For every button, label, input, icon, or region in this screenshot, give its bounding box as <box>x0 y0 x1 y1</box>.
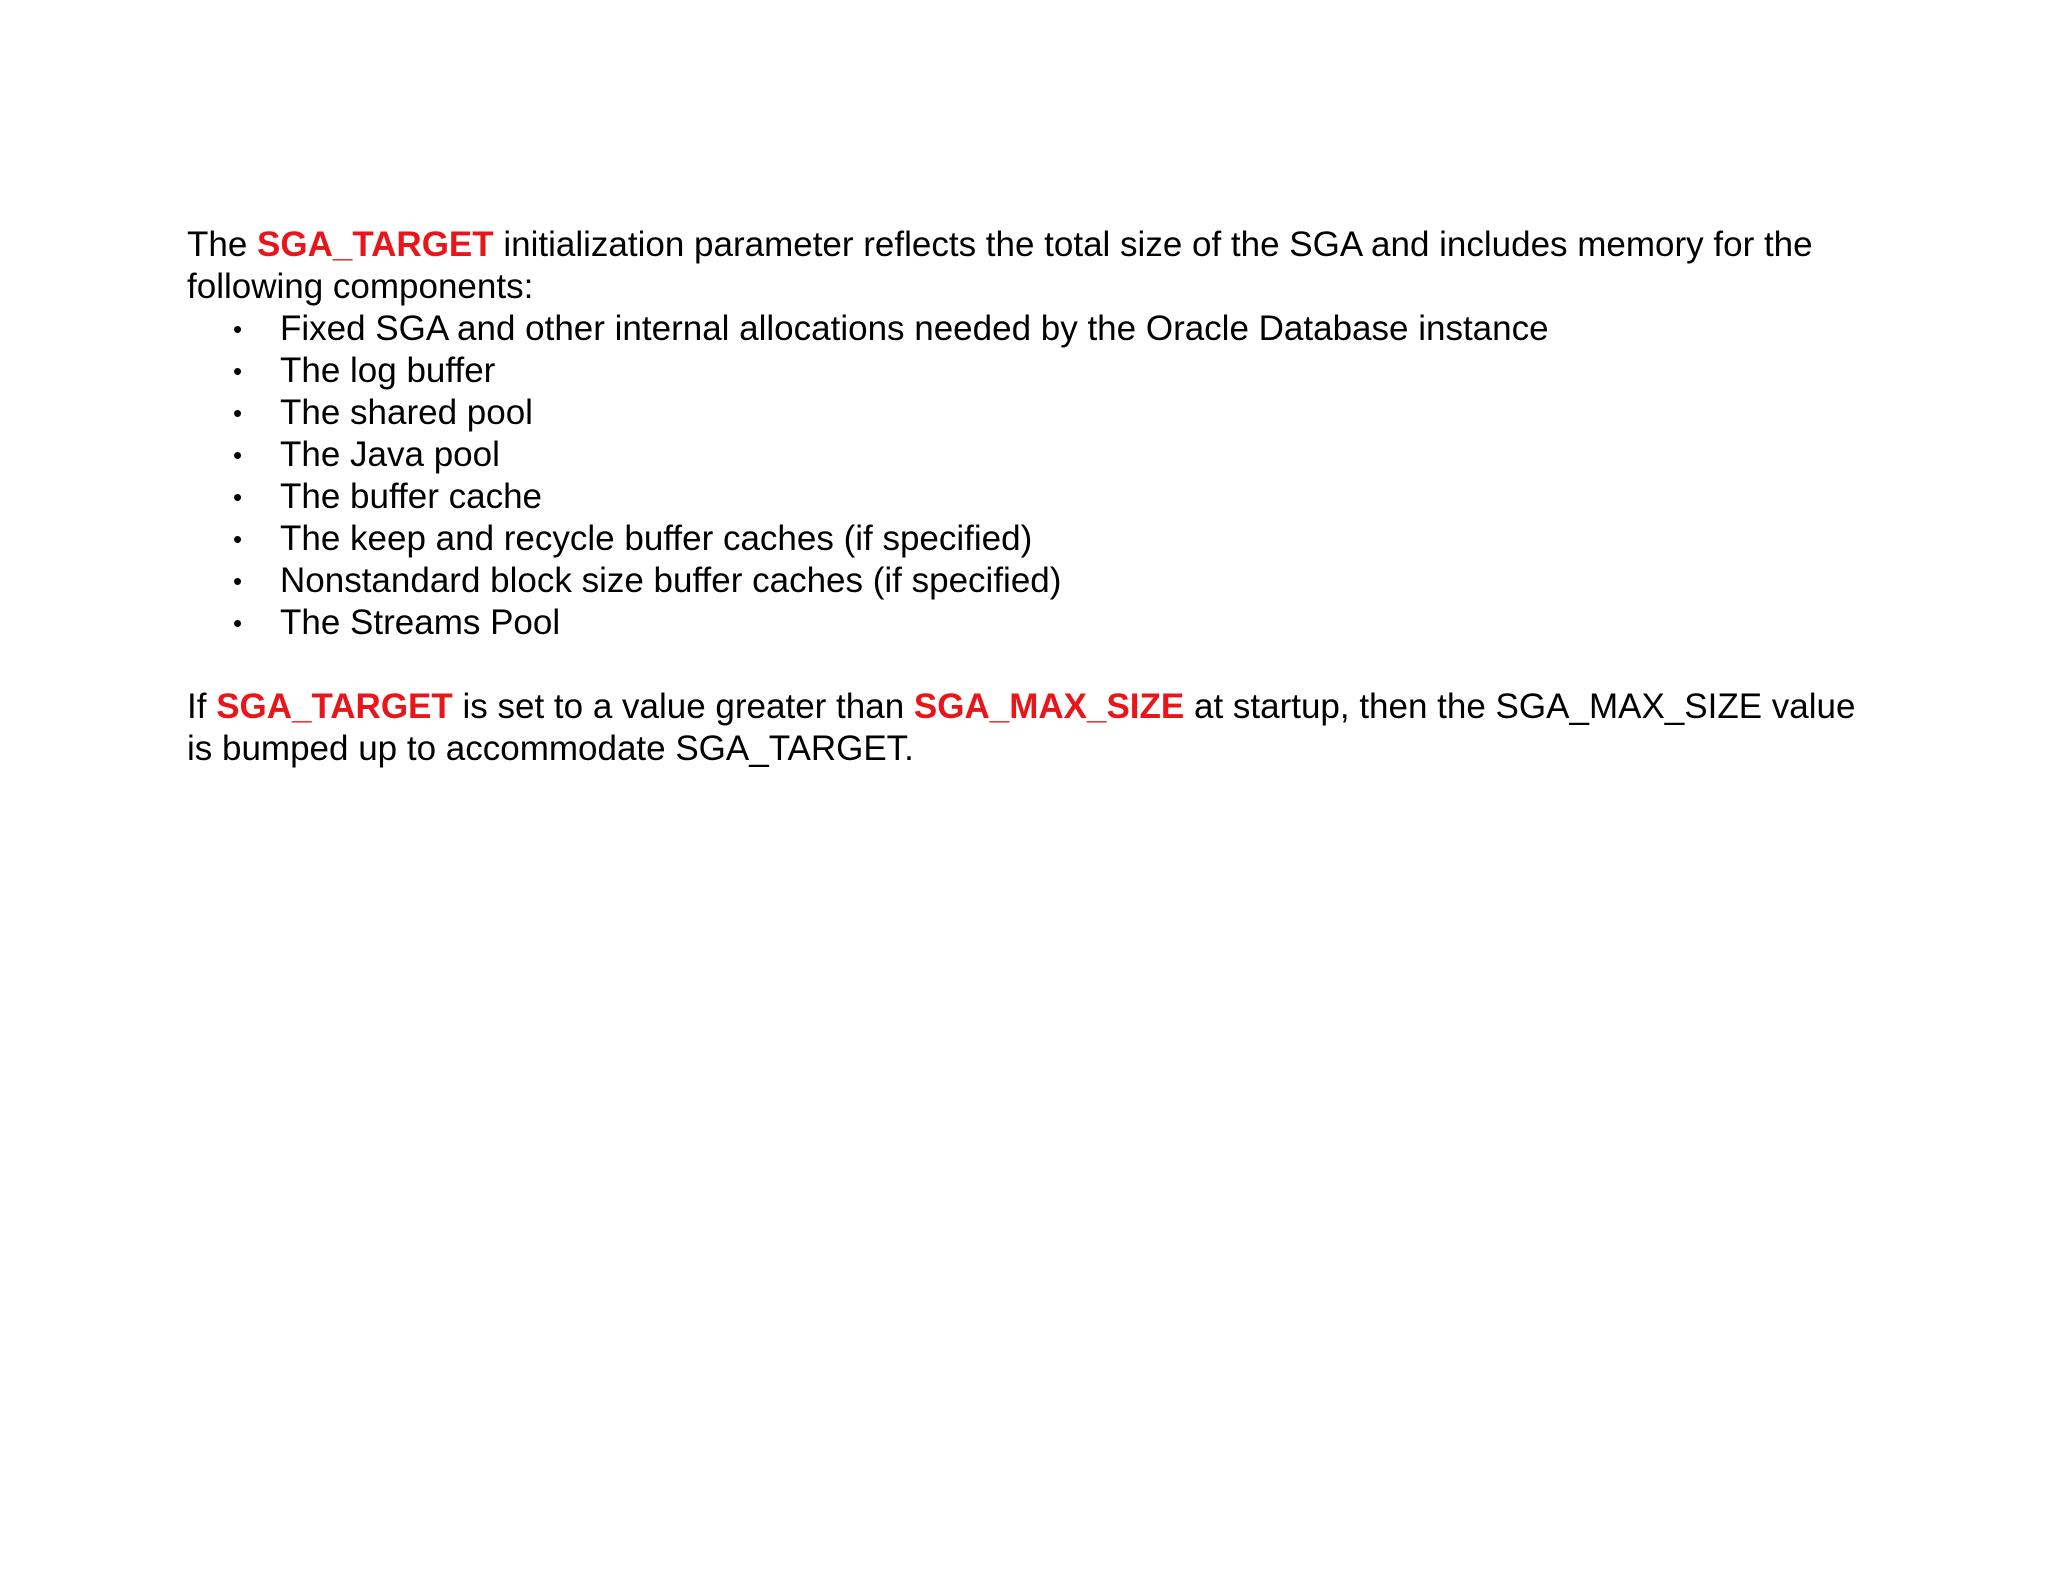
bullet-icon: • <box>233 314 243 344</box>
list-item <box>187 518 1867 560</box>
sga-max-size-keyword: SGA_MAX_SIZE <box>913 687 1185 726</box>
bullet-icon: • <box>233 398 243 428</box>
list-item-text: Nonstandard block size buffer caches (if specified) <box>280 561 1062 600</box>
list-item-text: The log buffer <box>280 351 496 390</box>
max-size-text-post: at startup, then the SGA_MAX_SIZE value is bumped up to accommodate SGA_TARGET. <box>187 687 1856 768</box>
intro-paragraph <box>187 224 1867 308</box>
list-item-text: The Java pool <box>280 435 500 474</box>
intro-text-pre: The <box>187 225 258 264</box>
list-item-text: The buffer cache <box>280 477 543 516</box>
list-item <box>187 560 1867 602</box>
slide-notes-text <box>187 224 1867 770</box>
list-item <box>187 434 1867 476</box>
list-item-text: The shared pool <box>280 393 533 432</box>
max-size-text-pre: If <box>187 687 217 726</box>
intro-text-post: initialization parameter reflects the total size of the SGA and includes memory for the following components: <box>187 225 1813 306</box>
list-item <box>187 602 1867 644</box>
components-list <box>187 308 1867 644</box>
bullet-icon: • <box>233 608 243 638</box>
sga-target-keyword: SGA_TARGET <box>216 687 453 726</box>
list-item <box>187 392 1867 434</box>
bullet-icon: • <box>233 524 243 554</box>
bullet-icon: • <box>233 440 243 470</box>
list-item <box>187 308 1867 350</box>
list-item-text: The keep and recycle buffer caches (if specified) <box>280 519 1033 558</box>
list-item <box>187 476 1867 518</box>
list-item-text: Fixed SGA and other internal allocations needed by the Oracle Database instance <box>280 309 1549 348</box>
bullet-icon: • <box>233 566 243 596</box>
max-size-text-mid: is set to a value greater than <box>452 687 914 726</box>
bullet-icon: • <box>233 356 243 386</box>
bullet-icon: • <box>233 482 243 512</box>
sga-target-keyword: SGA_TARGET <box>257 225 494 264</box>
list-item <box>187 350 1867 392</box>
list-item-text: The Streams Pool <box>280 603 561 642</box>
max-size-paragraph <box>187 686 1867 770</box>
